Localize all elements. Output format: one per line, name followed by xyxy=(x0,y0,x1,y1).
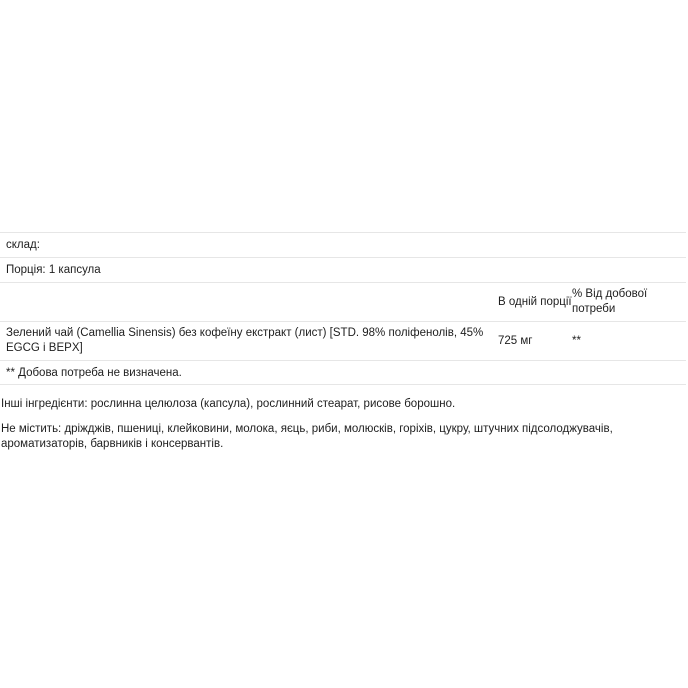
ingredient-amount: 725 мг xyxy=(498,334,533,347)
ingredient-daily-value: ** xyxy=(572,334,581,347)
table-header-row xyxy=(0,282,686,321)
composition-title: склад: xyxy=(0,232,686,257)
ingredient-name: Зелений чай (Camellia Sinensis) без кофеїну екстракт (лист) [STD. 98% поліфенолів, 45% EGCG і BEPX] xyxy=(6,327,484,354)
free-of-statement: Не містить: дріжджів, пшениці, клейковини, молока, яєць, риби, молюсків, горіхів, цукру, штучних підсолоджувачів, ароматизаторів, барвників і консервантів. xyxy=(1,423,613,450)
daily-value-footnote: ** Добова потреба не визначена. xyxy=(0,360,686,385)
serving-size: Порція: 1 капсула xyxy=(0,257,686,282)
supplement-facts-panel xyxy=(0,232,686,385)
header-daily-value: % Від добової потреби xyxy=(572,288,648,315)
header-amount-per-serving: В одній порції xyxy=(498,295,572,308)
table-row xyxy=(0,321,686,360)
other-ingredients: Інші інгредієнти: рослинна целюлоза (капсула), рослинний стеарат, рисове борошно. xyxy=(1,398,456,410)
